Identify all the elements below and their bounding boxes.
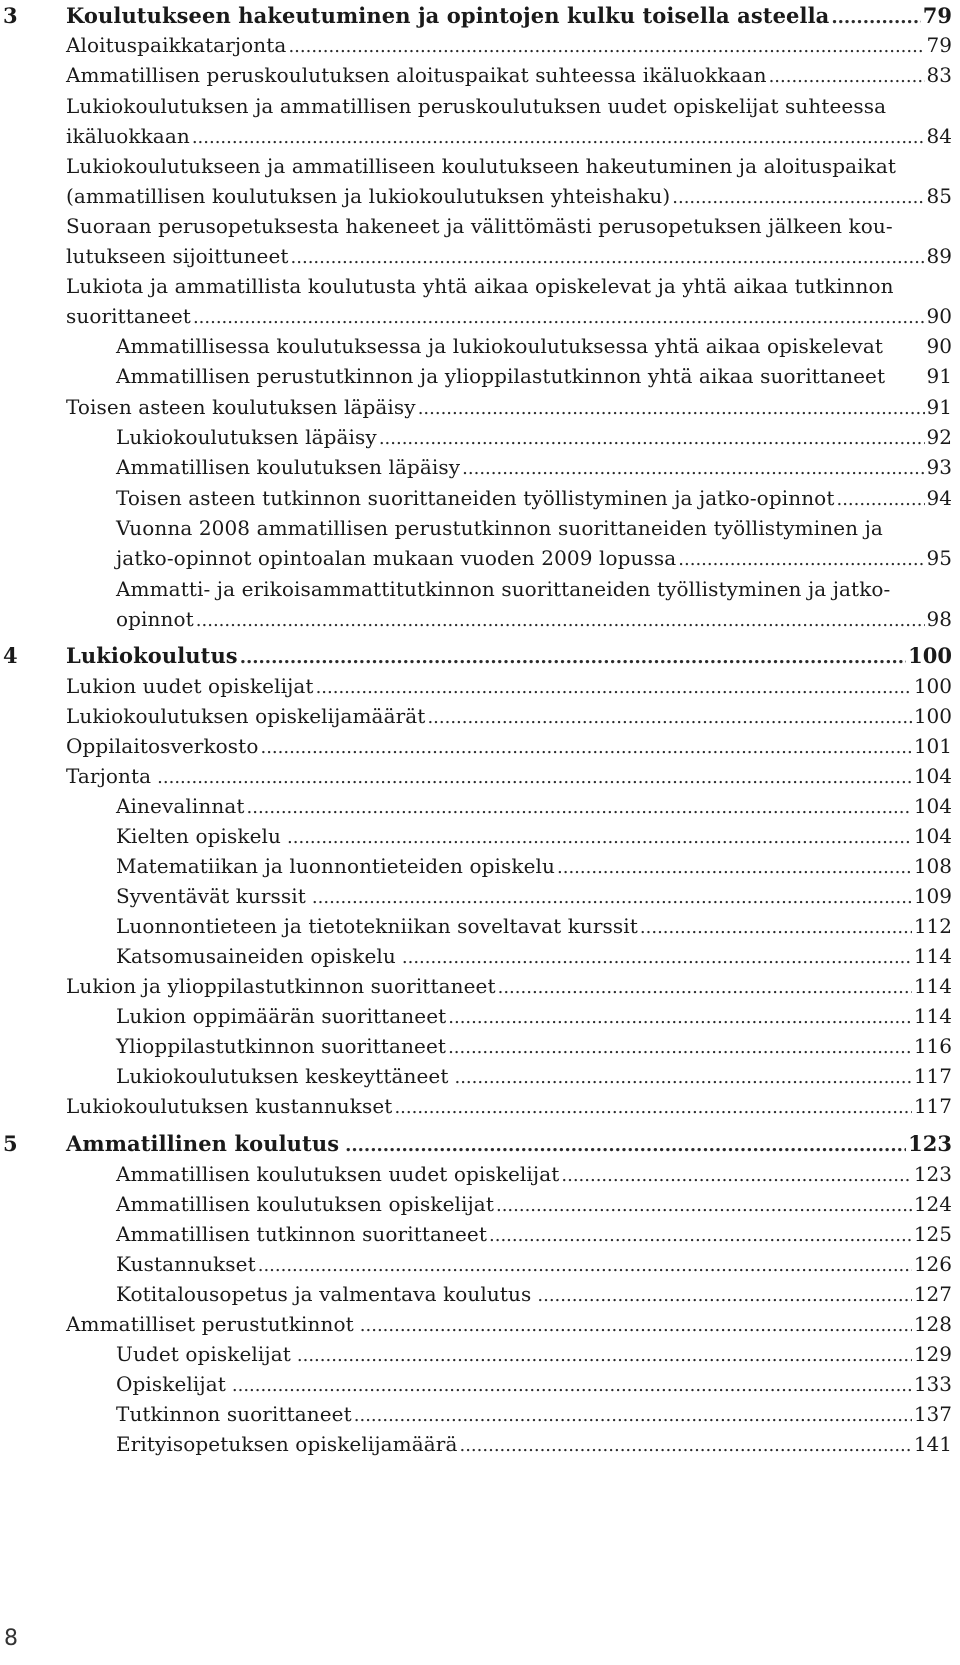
toc-line <box>0 730 960 762</box>
page-ref: 89 <box>926 244 952 268</box>
page-ref: 114 <box>913 974 952 998</box>
entry-text: Uudet opiskelijat <box>116 1342 291 1366</box>
entry-text: Kielten opiskelu <box>116 824 282 848</box>
entry-text: Toisen asteen tutkinnon suorittaneiden työllistyminen ja jatko-opinnot <box>116 486 835 510</box>
page-ref: 100 <box>908 643 952 668</box>
page-ref: 127 <box>913 1282 952 1306</box>
entry-text: ikäluokkaan <box>66 124 190 148</box>
page-ref: 90 <box>926 304 952 328</box>
entry-text: Ammatillisen tutkinnon suorittaneet <box>116 1222 487 1246</box>
entry-text: Lukiokoulutuksen kustannukset <box>66 1094 393 1118</box>
entry-text: Ammatillisen koulutuksen opiskelijat <box>116 1192 494 1216</box>
page-ref: 117 <box>913 1094 952 1118</box>
page-ref: 79 <box>926 33 952 57</box>
toc-line <box>0 880 960 912</box>
page-ref: 93 <box>926 455 952 479</box>
entry-text: Ammatillisen perustutkinnon ja ylioppilastutkinnon yhtä aikaa suorittaneet <box>116 364 886 388</box>
toc-line <box>0 970 960 1002</box>
page-ref: 137 <box>913 1402 952 1426</box>
entry-text: Ammatti- ja erikoisammattitutkinnon suorittaneiden työllistyminen ja jatko- <box>116 577 891 601</box>
page-ref: 91 <box>926 364 952 388</box>
dot-leader <box>196 605 925 637</box>
entry-text: Katsomusaineiden opiskelu <box>116 944 396 968</box>
toc-line <box>0 59 960 91</box>
entry-text: Lukiota ja ammatillista koulutusta yhtä aikaa opiskelevat ja yhtä aikaa tutkinnon <box>66 274 894 298</box>
toc-line <box>0 1090 960 1122</box>
dot-leader <box>678 544 924 576</box>
entry-text: Lukion uudet opiskelijat <box>66 674 314 698</box>
toc-line <box>0 300 960 332</box>
toc-line <box>0 1248 960 1280</box>
entry-text: Lukiokoulutukseen ja ammatilliseen koulutukseen hakeutuminen ja aloituspaikat <box>66 154 897 178</box>
entry-text: Erityisopetuksen opiskelijamäärä <box>116 1432 458 1456</box>
toc-line <box>0 270 960 302</box>
entry-text: Lukion ja ylioppilastutkinnon suorittaneet <box>66 974 496 998</box>
chapter-5-heading <box>0 1128 960 1160</box>
entry-text: Oppilaitosverkosto <box>66 734 259 758</box>
toc-entry <box>66 640 952 674</box>
page-ref: 116 <box>913 1034 952 1058</box>
toc-line <box>0 542 960 574</box>
toc-line <box>0 240 960 272</box>
toc-line <box>0 1000 960 1032</box>
entry-text: Lukiokoulutuksen läpäisy <box>116 425 377 449</box>
page-ref: 104 <box>913 794 952 818</box>
toc-line <box>0 700 960 732</box>
page-ref: 109 <box>913 884 952 908</box>
entry-text: Toisen asteen koulutuksen läpäisy <box>66 395 416 419</box>
entry-text: opinnot <box>116 607 194 631</box>
chapter-title: Koulutukseen hakeutuminen ja opintojen kulku toisella asteella <box>66 3 830 28</box>
toc-line <box>0 1368 960 1400</box>
page-ref: 85 <box>926 184 952 208</box>
toc-line <box>0 482 960 514</box>
page-ref: 101 <box>913 734 952 758</box>
page-ref: 114 <box>913 1004 952 1028</box>
toc-line <box>0 820 960 852</box>
entry-text: suorittaneet <box>66 304 191 328</box>
entry-text: Aloituspaikkatarjonta <box>66 33 287 57</box>
entry-text: Lukiokoulutuksen opiskelijamäärät <box>66 704 426 728</box>
entry-text: Ammatillisen koulutuksen läpäisy <box>116 455 461 479</box>
page-ref: 125 <box>913 1222 952 1246</box>
chapter-3-heading <box>0 0 960 32</box>
page-ref: 124 <box>913 1192 952 1216</box>
toc-line <box>0 391 960 423</box>
toc-line <box>0 1278 960 1310</box>
page-ref: 108 <box>913 854 952 878</box>
page-ref: 129 <box>913 1342 952 1366</box>
chapter-title: Lukiokoulutus <box>66 643 238 668</box>
chapter-number: 3 <box>3 3 18 28</box>
entry-text: Syventävät kurssit <box>116 884 306 908</box>
toc-line <box>0 670 960 702</box>
page-ref: 98 <box>926 607 952 631</box>
toc-line <box>0 1428 960 1460</box>
entry-text: Lukiokoulutuksen ja ammatillisen peruskoulutuksen uudet opiskelijat suhteessa <box>66 94 887 118</box>
page-ref: 123 <box>913 1162 952 1186</box>
dot-leader <box>459 1430 911 1462</box>
toc-line <box>0 1308 960 1340</box>
chapter-number: 4 <box>3 643 18 668</box>
toc-line <box>0 1218 960 1250</box>
page-ref: 79 <box>922 3 952 28</box>
toc-line <box>0 330 960 362</box>
page-ref: 84 <box>926 124 952 148</box>
entry-text: Tutkinnon suorittaneet <box>116 1402 352 1426</box>
page-ref: 104 <box>913 764 952 788</box>
entry-text: Ainevalinnat <box>116 794 245 818</box>
toc-line <box>0 512 960 544</box>
toc-line <box>0 850 960 882</box>
page-ref: 94 <box>926 486 952 510</box>
toc-line <box>0 210 960 242</box>
toc-line <box>0 360 960 392</box>
entry-text: Kotitalousopetus ja valmentava koulutus <box>116 1282 532 1306</box>
page-ref: 100 <box>913 674 952 698</box>
toc-line <box>0 1398 960 1430</box>
entry-text: Ammatillisen koulutuksen uudet opiskelijat <box>116 1162 560 1186</box>
toc-line <box>0 603 960 635</box>
toc-line <box>0 1338 960 1370</box>
toc-line <box>0 29 960 61</box>
entry-text: Lukiokoulutuksen keskeyttäneet <box>116 1064 449 1088</box>
page-ref: 133 <box>913 1372 952 1396</box>
toc-entry <box>66 1128 952 1162</box>
chapter-number: 5 <box>3 1131 18 1156</box>
toc-line <box>0 1158 960 1190</box>
toc-line <box>0 940 960 972</box>
page-ref: 112 <box>913 914 952 938</box>
page-ref: 91 <box>926 395 952 419</box>
toc-line <box>0 421 960 453</box>
dot-leader <box>462 453 924 485</box>
toc-line <box>0 910 960 942</box>
entry-text: Kustannukset <box>116 1252 256 1276</box>
entry-text: Ylioppilastutkinnon suorittaneet <box>116 1034 447 1058</box>
toc-line <box>0 573 960 605</box>
toc-line <box>0 790 960 822</box>
page-ref: 104 <box>913 824 952 848</box>
page-ref: 83 <box>926 63 952 87</box>
entry-text: (ammatillisen koulutuksen ja lukiokoulutuksen yhteishaku) <box>66 184 671 208</box>
toc-line <box>0 90 960 122</box>
entry-text: Lukion oppimäärän suorittaneet <box>116 1004 447 1028</box>
entry-text: lutukseen sijoittuneet <box>66 244 289 268</box>
toc-line <box>0 451 960 483</box>
entry-text: Opiskelijat <box>116 1372 226 1396</box>
page-ref: 90 <box>926 334 952 358</box>
page-ref: 126 <box>913 1252 952 1276</box>
entry-text: Matematiikan ja luonnontieteiden opiskelu <box>116 854 556 878</box>
entry-text: Ammatillisessa koulutuksessa ja lukiokoulutuksessa yhtä aikaa opiskelevat <box>116 334 884 358</box>
toc-line <box>0 1060 960 1092</box>
entry-text: Tarjonta <box>66 764 152 788</box>
toc-line <box>0 1030 960 1062</box>
toc-line <box>0 180 960 212</box>
entry-text: Suoraan perusopetuksesta hakeneet ja välittömästi perusopetuksen jälkeen kou- <box>66 214 893 238</box>
page-ref: 100 <box>913 704 952 728</box>
chapter-title: Ammatillinen koulutus <box>66 1131 340 1156</box>
dot-leader <box>769 61 925 93</box>
toc-line <box>0 150 960 182</box>
entry-text: Luonnontieteen ja tietotekniikan soveltavat kurssit <box>116 914 638 938</box>
dot-leader <box>394 1092 911 1124</box>
page-ref: 95 <box>926 546 952 570</box>
entry-text: Ammatilliset perustutkinnot <box>66 1312 354 1336</box>
entry-text: Ammatillisen peruskoulutuksen aloituspaikat suhteessa ikäluokkaan <box>66 63 767 87</box>
toc-line <box>0 760 960 792</box>
entry-text: Vuonna 2008 ammatillisen perustutkinnon suorittaneiden työllistyminen ja <box>116 516 883 540</box>
entry-text: jatko-opinnot opintoalan mukaan vuoden 2009 lopussa <box>116 546 677 570</box>
page-ref: 114 <box>913 944 952 968</box>
toc-line <box>0 120 960 152</box>
page-ref: 92 <box>926 425 952 449</box>
page-ref: 141 <box>913 1432 952 1456</box>
page-number: 8 <box>4 1626 18 1651</box>
toc-line <box>0 1188 960 1220</box>
page-ref: 123 <box>908 1131 952 1156</box>
page-ref: 117 <box>913 1064 952 1088</box>
chapter-4-heading <box>0 640 960 672</box>
page-ref: 128 <box>913 1312 952 1336</box>
